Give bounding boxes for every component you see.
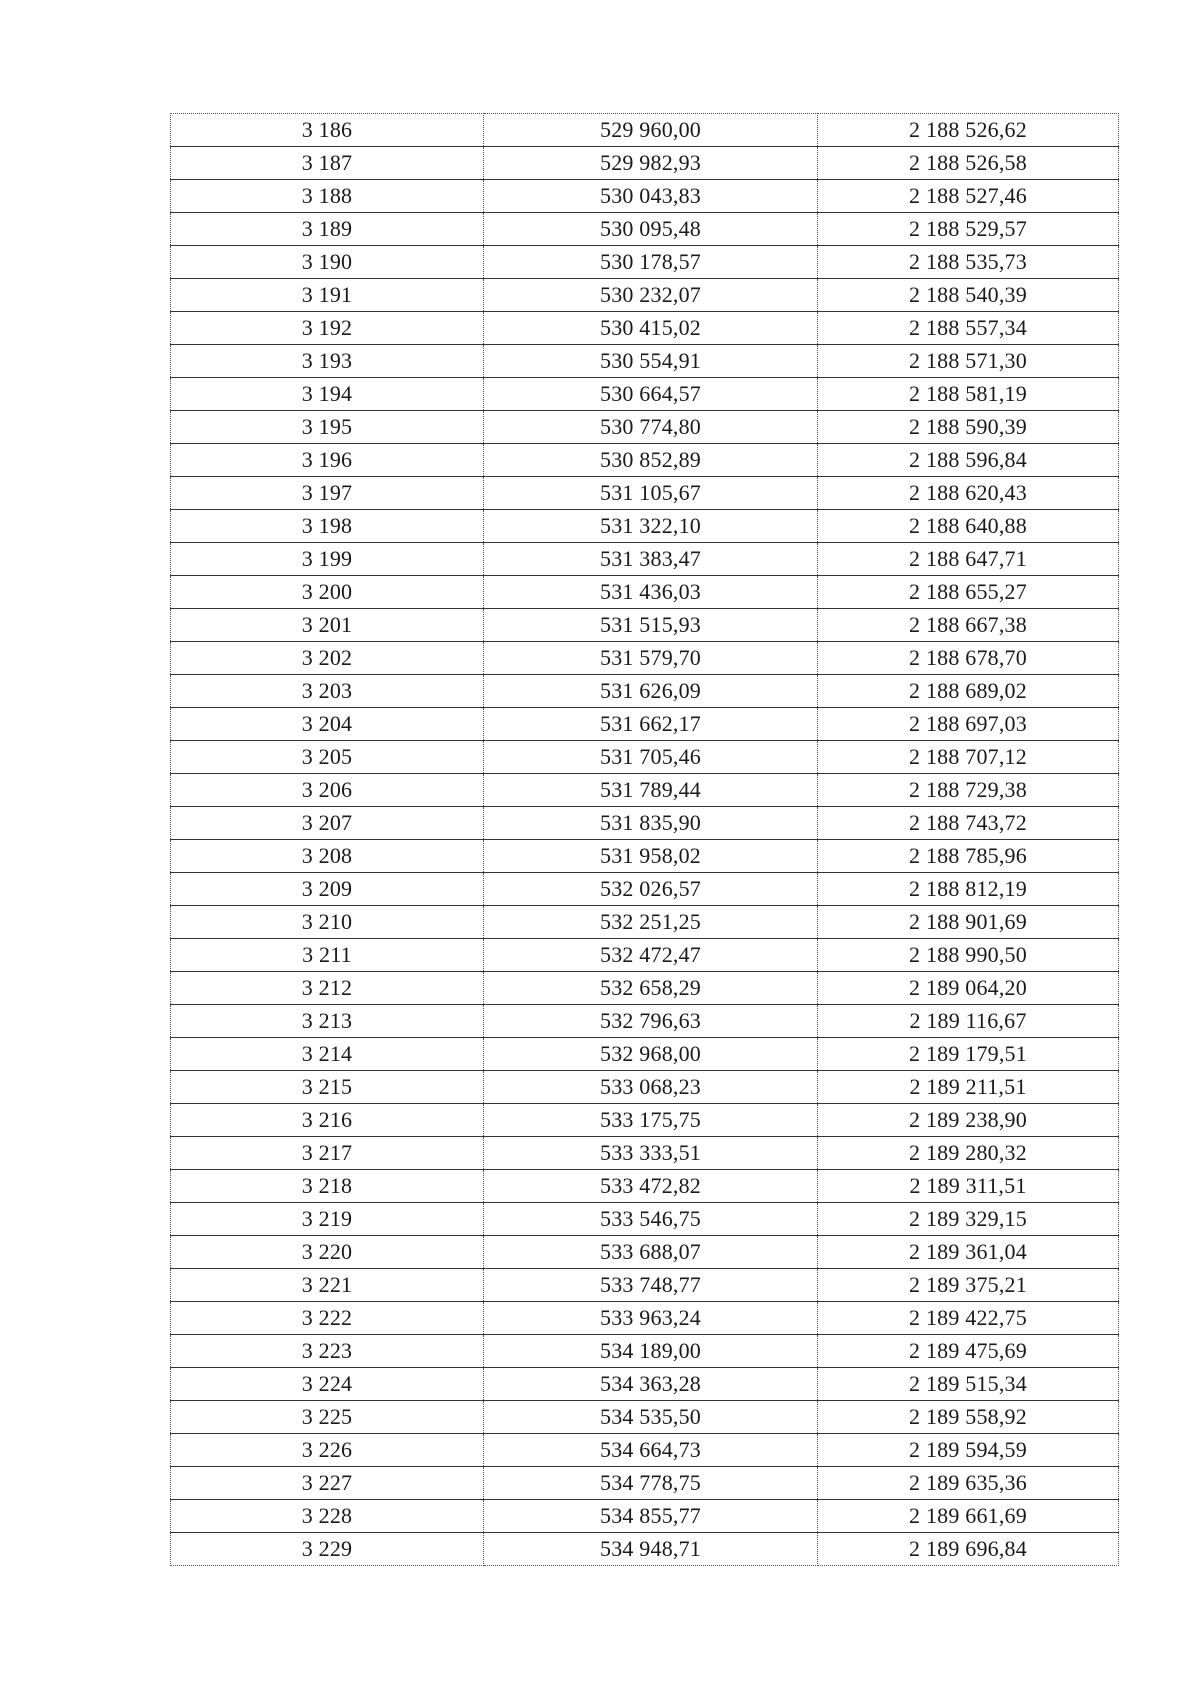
point-number-cell: 3 211 (171, 939, 484, 972)
y-coordinate-cell: 2 188 901,69 (818, 906, 1119, 939)
table-row (171, 609, 1119, 642)
x-coordinate-cell: 531 515,93 (484, 609, 818, 642)
y-coordinate-cell: 2 189 211,51 (818, 1071, 1119, 1104)
point-number-cell: 3 222 (171, 1302, 484, 1335)
x-coordinate-cell: 530 095,48 (484, 213, 818, 246)
y-coordinate-cell: 2 189 661,69 (818, 1500, 1119, 1533)
point-number-cell: 3 196 (171, 444, 484, 477)
table-row (171, 807, 1119, 840)
y-coordinate-cell: 2 189 515,34 (818, 1368, 1119, 1401)
table-row (171, 345, 1119, 378)
point-number-cell: 3 198 (171, 510, 484, 543)
point-number-cell: 3 186 (171, 114, 484, 147)
y-coordinate-cell: 2 189 116,67 (818, 1005, 1119, 1038)
x-coordinate-cell: 531 789,44 (484, 774, 818, 807)
table-row (171, 708, 1119, 741)
table-row (171, 642, 1119, 675)
x-coordinate-cell: 531 436,03 (484, 576, 818, 609)
coordinates-table (170, 113, 1119, 1566)
point-number-cell: 3 218 (171, 1170, 484, 1203)
table-row (171, 180, 1119, 213)
table-row (171, 510, 1119, 543)
y-coordinate-cell: 2 188 526,58 (818, 147, 1119, 180)
x-coordinate-cell: 532 796,63 (484, 1005, 818, 1038)
y-coordinate-cell: 2 188 667,38 (818, 609, 1119, 642)
x-coordinate-cell: 531 662,17 (484, 708, 818, 741)
y-coordinate-cell: 2 189 594,59 (818, 1434, 1119, 1467)
point-number-cell: 3 190 (171, 246, 484, 279)
table-row (171, 543, 1119, 576)
x-coordinate-cell: 532 251,25 (484, 906, 818, 939)
point-number-cell: 3 199 (171, 543, 484, 576)
point-number-cell: 3 225 (171, 1401, 484, 1434)
x-coordinate-cell: 530 415,02 (484, 312, 818, 345)
table-row (171, 1236, 1119, 1269)
table-row (171, 1467, 1119, 1500)
x-coordinate-cell: 532 968,00 (484, 1038, 818, 1071)
table-row (171, 1071, 1119, 1104)
x-coordinate-cell: 533 963,24 (484, 1302, 818, 1335)
point-number-cell: 3 209 (171, 873, 484, 906)
table-row (171, 873, 1119, 906)
x-coordinate-cell: 534 948,71 (484, 1533, 818, 1566)
x-coordinate-cell: 531 383,47 (484, 543, 818, 576)
point-number-cell: 3 214 (171, 1038, 484, 1071)
point-number-cell: 3 227 (171, 1467, 484, 1500)
table-row (171, 1170, 1119, 1203)
x-coordinate-cell: 534 855,77 (484, 1500, 818, 1533)
x-coordinate-cell: 534 664,73 (484, 1434, 818, 1467)
y-coordinate-cell: 2 189 361,04 (818, 1236, 1119, 1269)
table-row (171, 1203, 1119, 1236)
x-coordinate-cell: 529 982,93 (484, 147, 818, 180)
point-number-cell: 3 215 (171, 1071, 484, 1104)
x-coordinate-cell: 529 960,00 (484, 114, 818, 147)
x-coordinate-cell: 533 546,75 (484, 1203, 818, 1236)
table-row (171, 1401, 1119, 1434)
x-coordinate-cell: 531 105,67 (484, 477, 818, 510)
x-coordinate-cell: 530 178,57 (484, 246, 818, 279)
point-number-cell: 3 188 (171, 180, 484, 213)
point-number-cell: 3 204 (171, 708, 484, 741)
point-number-cell: 3 220 (171, 1236, 484, 1269)
table-row (171, 1434, 1119, 1467)
x-coordinate-cell: 531 835,90 (484, 807, 818, 840)
y-coordinate-cell: 2 188 707,12 (818, 741, 1119, 774)
y-coordinate-cell: 2 189 329,15 (818, 1203, 1119, 1236)
table-row (171, 378, 1119, 411)
table-row (171, 1500, 1119, 1533)
y-coordinate-cell: 2 189 475,69 (818, 1335, 1119, 1368)
y-coordinate-cell: 2 188 697,03 (818, 708, 1119, 741)
x-coordinate-cell: 533 472,82 (484, 1170, 818, 1203)
table-row (171, 147, 1119, 180)
point-number-cell: 3 200 (171, 576, 484, 609)
point-number-cell: 3 212 (171, 972, 484, 1005)
x-coordinate-cell: 530 774,80 (484, 411, 818, 444)
table-row (171, 312, 1119, 345)
x-coordinate-cell: 531 705,46 (484, 741, 818, 774)
table-row (171, 1269, 1119, 1302)
table-row (171, 939, 1119, 972)
point-number-cell: 3 193 (171, 345, 484, 378)
table-row (171, 1302, 1119, 1335)
point-number-cell: 3 221 (171, 1269, 484, 1302)
y-coordinate-cell: 2 188 647,71 (818, 543, 1119, 576)
y-coordinate-cell: 2 188 535,73 (818, 246, 1119, 279)
point-number-cell: 3 187 (171, 147, 484, 180)
y-coordinate-cell: 2 189 375,21 (818, 1269, 1119, 1302)
table-row (171, 741, 1119, 774)
table-row (171, 1038, 1119, 1071)
x-coordinate-cell: 530 232,07 (484, 279, 818, 312)
x-coordinate-cell: 534 778,75 (484, 1467, 818, 1500)
x-coordinate-cell: 534 189,00 (484, 1335, 818, 1368)
x-coordinate-cell: 533 068,23 (484, 1071, 818, 1104)
y-coordinate-cell: 2 188 590,39 (818, 411, 1119, 444)
table-row (171, 972, 1119, 1005)
x-coordinate-cell: 534 363,28 (484, 1368, 818, 1401)
point-number-cell: 3 228 (171, 1500, 484, 1533)
y-coordinate-cell: 2 189 280,32 (818, 1137, 1119, 1170)
x-coordinate-cell: 530 043,83 (484, 180, 818, 213)
table-row (171, 774, 1119, 807)
y-coordinate-cell: 2 189 311,51 (818, 1170, 1119, 1203)
table-row (171, 114, 1119, 147)
y-coordinate-cell: 2 188 527,46 (818, 180, 1119, 213)
x-coordinate-cell: 530 554,91 (484, 345, 818, 378)
point-number-cell: 3 219 (171, 1203, 484, 1236)
point-number-cell: 3 217 (171, 1137, 484, 1170)
y-coordinate-cell: 2 188 540,39 (818, 279, 1119, 312)
y-coordinate-cell: 2 188 743,72 (818, 807, 1119, 840)
table-row (171, 477, 1119, 510)
point-number-cell: 3 229 (171, 1533, 484, 1566)
table-row (171, 1005, 1119, 1038)
table-row (171, 411, 1119, 444)
y-coordinate-cell: 2 189 422,75 (818, 1302, 1119, 1335)
x-coordinate-cell: 532 658,29 (484, 972, 818, 1005)
point-number-cell: 3 203 (171, 675, 484, 708)
x-coordinate-cell: 531 579,70 (484, 642, 818, 675)
point-number-cell: 3 210 (171, 906, 484, 939)
point-number-cell: 3 207 (171, 807, 484, 840)
table-row (171, 1368, 1119, 1401)
x-coordinate-cell: 531 626,09 (484, 675, 818, 708)
x-coordinate-cell: 532 472,47 (484, 939, 818, 972)
table-row (171, 675, 1119, 708)
x-coordinate-cell: 530 664,57 (484, 378, 818, 411)
y-coordinate-cell: 2 188 678,70 (818, 642, 1119, 675)
y-coordinate-cell: 2 188 990,50 (818, 939, 1119, 972)
point-number-cell: 3 216 (171, 1104, 484, 1137)
point-number-cell: 3 205 (171, 741, 484, 774)
table-row (171, 279, 1119, 312)
point-number-cell: 3 194 (171, 378, 484, 411)
x-coordinate-cell: 533 333,51 (484, 1137, 818, 1170)
y-coordinate-cell: 2 188 529,57 (818, 213, 1119, 246)
point-number-cell: 3 206 (171, 774, 484, 807)
y-coordinate-cell: 2 188 655,27 (818, 576, 1119, 609)
x-coordinate-cell: 533 175,75 (484, 1104, 818, 1137)
table-row (171, 444, 1119, 477)
y-coordinate-cell: 2 188 581,19 (818, 378, 1119, 411)
y-coordinate-cell: 2 188 596,84 (818, 444, 1119, 477)
x-coordinate-cell: 534 535,50 (484, 1401, 818, 1434)
point-number-cell: 3 201 (171, 609, 484, 642)
point-number-cell: 3 202 (171, 642, 484, 675)
point-number-cell: 3 224 (171, 1368, 484, 1401)
y-coordinate-cell: 2 188 689,02 (818, 675, 1119, 708)
y-coordinate-cell: 2 188 620,43 (818, 477, 1119, 510)
y-coordinate-cell: 2 189 635,36 (818, 1467, 1119, 1500)
table-row (171, 1137, 1119, 1170)
table-row (171, 246, 1119, 279)
x-coordinate-cell: 533 748,77 (484, 1269, 818, 1302)
x-coordinate-cell: 531 958,02 (484, 840, 818, 873)
table-row (171, 213, 1119, 246)
point-number-cell: 3 191 (171, 279, 484, 312)
table-row (171, 1104, 1119, 1137)
table-row (171, 906, 1119, 939)
y-coordinate-cell: 2 189 179,51 (818, 1038, 1119, 1071)
y-coordinate-cell: 2 188 729,38 (818, 774, 1119, 807)
y-coordinate-cell: 2 188 526,62 (818, 114, 1119, 147)
table-row (171, 1335, 1119, 1368)
y-coordinate-cell: 2 189 238,90 (818, 1104, 1119, 1137)
y-coordinate-cell: 2 188 640,88 (818, 510, 1119, 543)
x-coordinate-cell: 531 322,10 (484, 510, 818, 543)
table-row (171, 840, 1119, 873)
point-number-cell: 3 226 (171, 1434, 484, 1467)
point-number-cell: 3 197 (171, 477, 484, 510)
y-coordinate-cell: 2 189 558,92 (818, 1401, 1119, 1434)
point-number-cell: 3 192 (171, 312, 484, 345)
point-number-cell: 3 208 (171, 840, 484, 873)
table-row (171, 1533, 1119, 1566)
point-number-cell: 3 213 (171, 1005, 484, 1038)
y-coordinate-cell: 2 188 785,96 (818, 840, 1119, 873)
point-number-cell: 3 189 (171, 213, 484, 246)
y-coordinate-cell: 2 188 812,19 (818, 873, 1119, 906)
point-number-cell: 3 195 (171, 411, 484, 444)
y-coordinate-cell: 2 188 557,34 (818, 312, 1119, 345)
y-coordinate-cell: 2 189 696,84 (818, 1533, 1119, 1566)
coordinates-table-body (171, 114, 1119, 1566)
table-row (171, 576, 1119, 609)
y-coordinate-cell: 2 188 571,30 (818, 345, 1119, 378)
x-coordinate-cell: 530 852,89 (484, 444, 818, 477)
point-number-cell: 3 223 (171, 1335, 484, 1368)
x-coordinate-cell: 532 026,57 (484, 873, 818, 906)
y-coordinate-cell: 2 189 064,20 (818, 972, 1119, 1005)
x-coordinate-cell: 533 688,07 (484, 1236, 818, 1269)
